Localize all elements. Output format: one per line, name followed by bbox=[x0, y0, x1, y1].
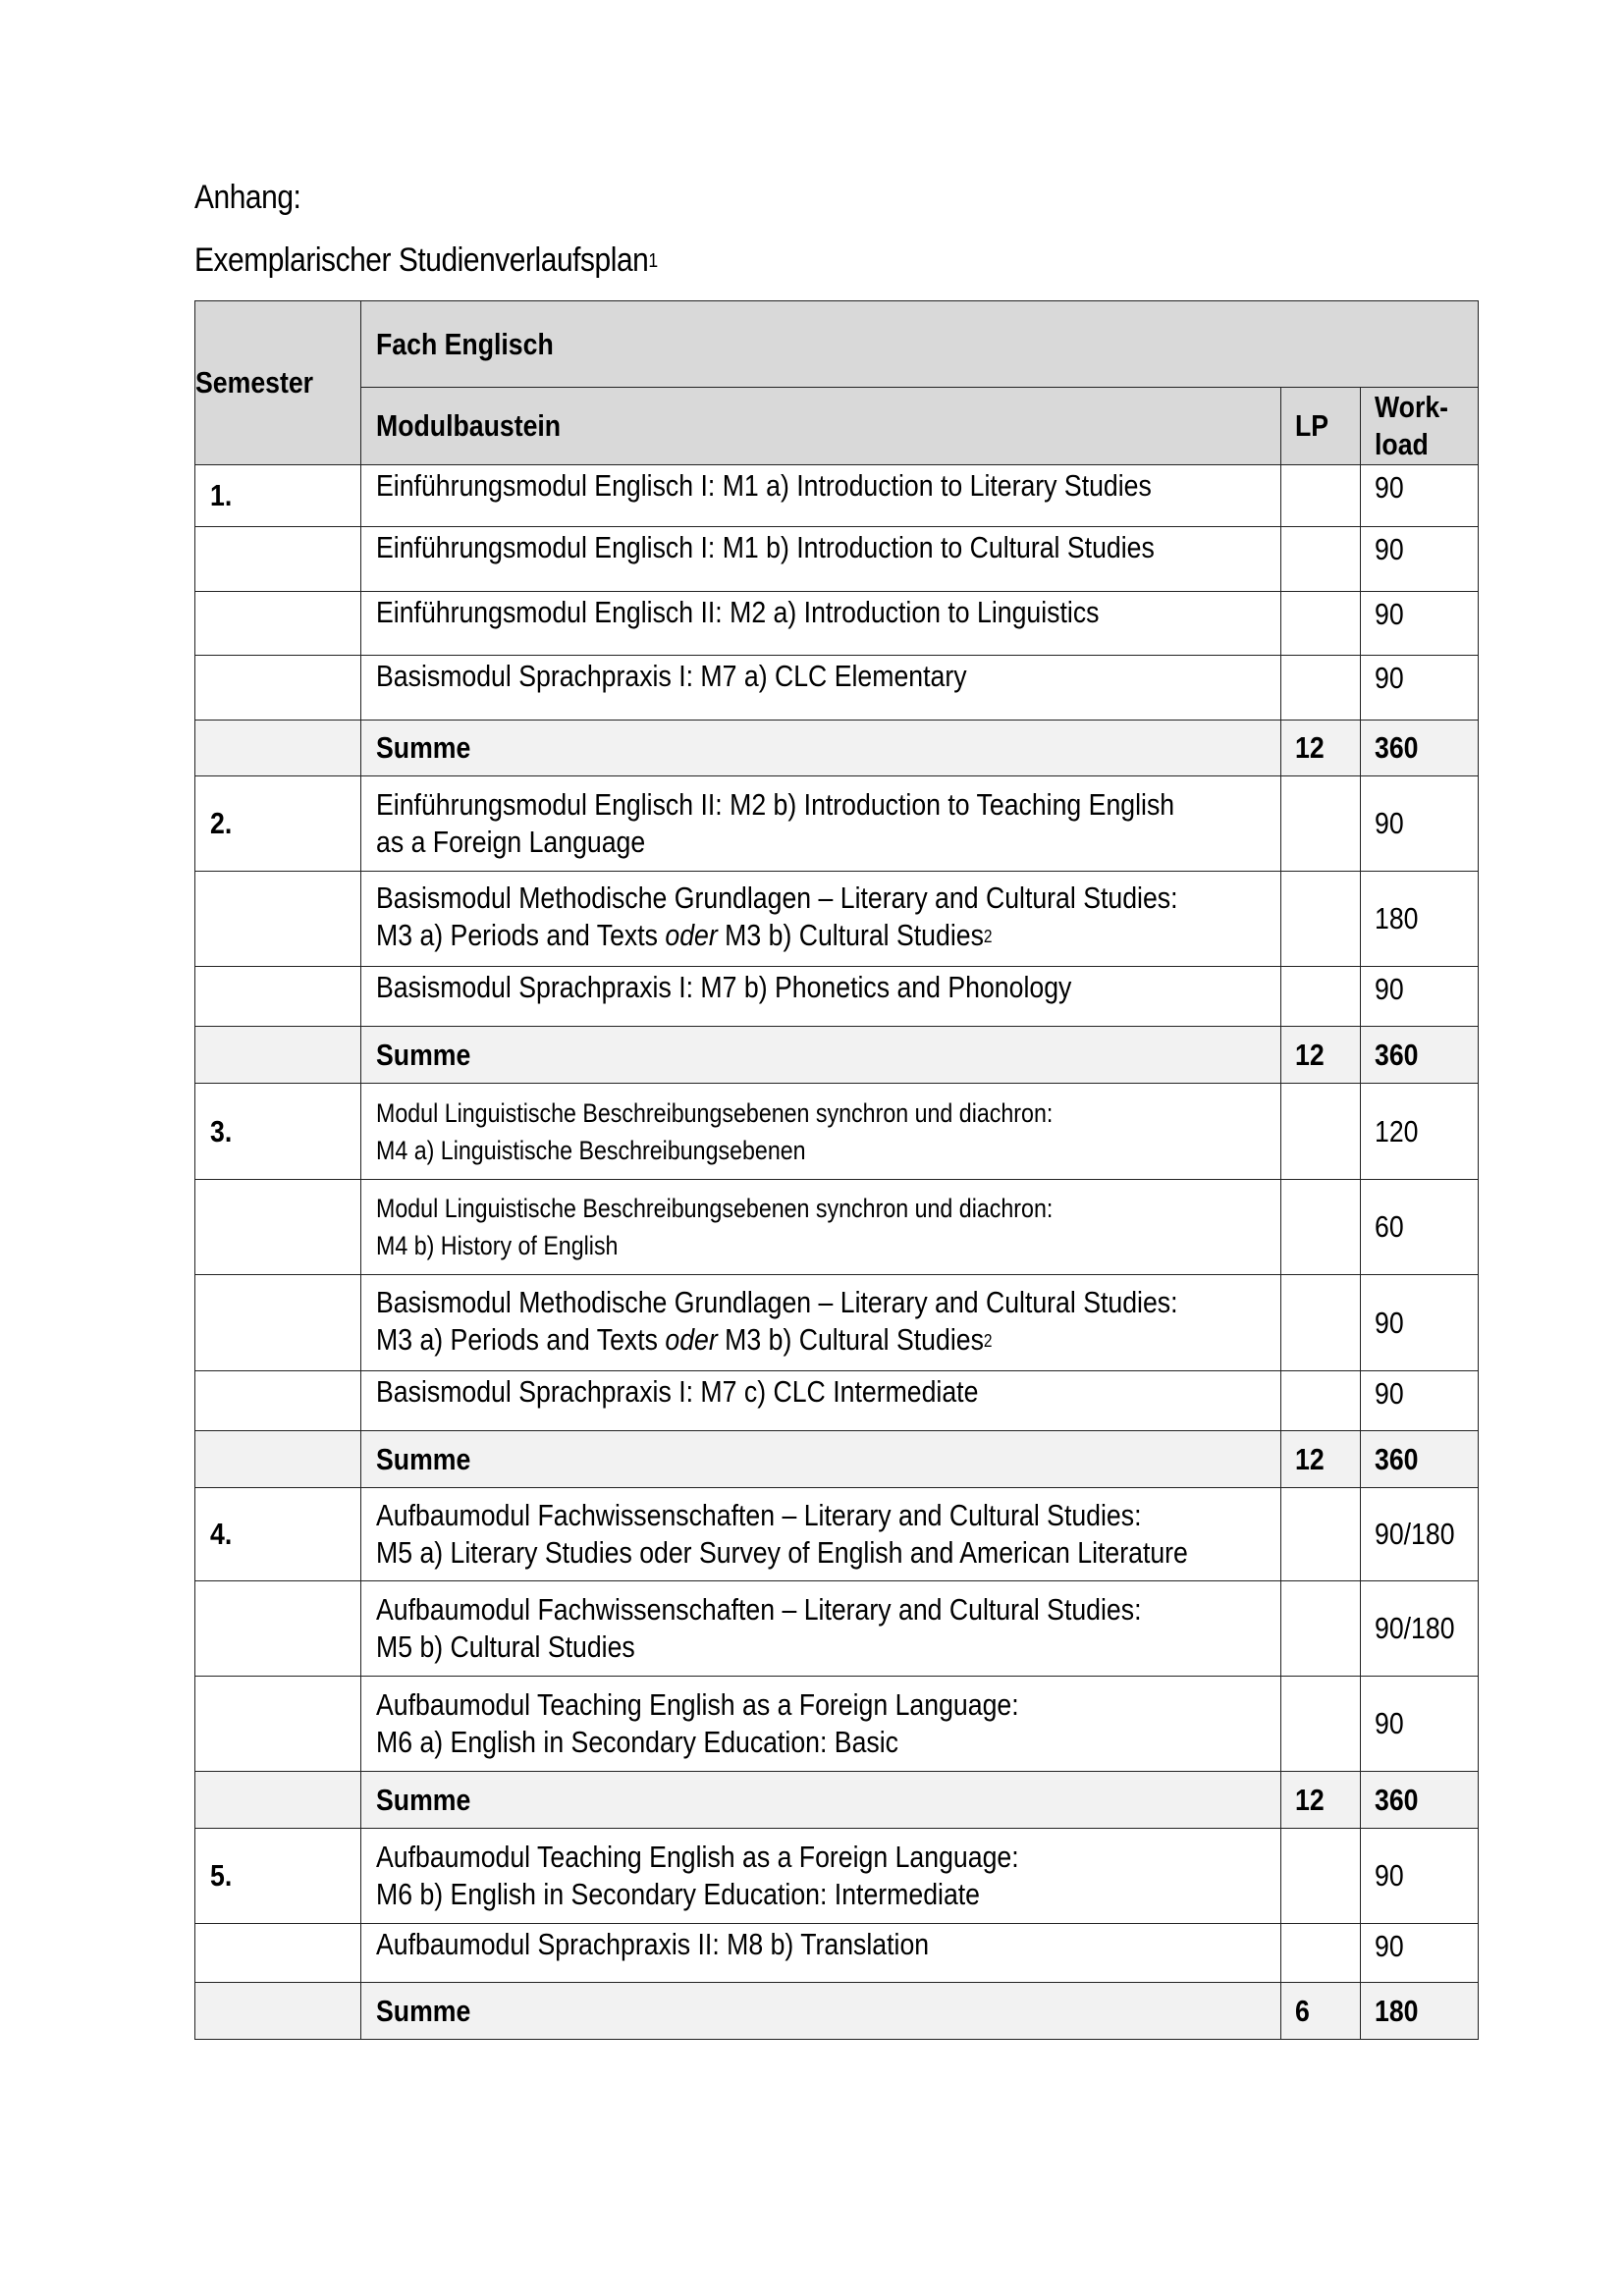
module-cell: Modul Linguistische Beschreibungsebenen synchron und diachron: M4 a) Linguistische Beschreibungsebenen bbox=[361, 1084, 1281, 1180]
semester-cell bbox=[195, 527, 361, 592]
semester-cell bbox=[195, 1772, 361, 1829]
lp-cell bbox=[1281, 1581, 1361, 1677]
workload-total: 360 bbox=[1361, 1772, 1479, 1829]
module-row bbox=[195, 1488, 1479, 1581]
lp-cell bbox=[1281, 465, 1361, 527]
lp-cell bbox=[1281, 1180, 1361, 1275]
semester-cell bbox=[195, 1581, 361, 1677]
module-cell: Aufbaumodul Sprachpraxis II: M8 b) Translation bbox=[361, 1924, 1281, 1983]
lp-header: LP bbox=[1281, 388, 1361, 465]
semester-cell: 2. bbox=[195, 776, 361, 872]
semester-cell bbox=[195, 1983, 361, 2040]
workload-cell: 90 bbox=[1361, 656, 1479, 721]
semester-cell bbox=[195, 1027, 361, 1084]
workload-total: 360 bbox=[1361, 1027, 1479, 1084]
module-cell: Basismodul Sprachpraxis I: M7 b) Phonetics and Phonology bbox=[361, 967, 1281, 1027]
lp-cell bbox=[1281, 656, 1361, 721]
workload-cell: 120 bbox=[1361, 1084, 1479, 1180]
semester-cell bbox=[195, 1180, 361, 1275]
lp-total: 12 bbox=[1281, 1772, 1361, 1829]
semester-cell bbox=[195, 1275, 361, 1371]
semester-cell bbox=[195, 1924, 361, 1983]
semester-cell: 5. bbox=[195, 1829, 361, 1924]
summe-label: Summe bbox=[361, 1027, 1281, 1084]
module-cell: Einführungsmodul Englisch I: M1 b) Introduction to Cultural Studies bbox=[361, 527, 1281, 592]
workload-total: 180 bbox=[1361, 1983, 1479, 2040]
workload-total: 360 bbox=[1361, 721, 1479, 776]
summe-label: Summe bbox=[361, 1431, 1281, 1488]
module-cell: Basismodul Methodische Grundlagen – Literary and Cultural Studies: M3 a) Periods and Texts oder M3 b) Cultural Studies$^2$ bbox=[361, 1275, 1281, 1371]
summe-row bbox=[195, 1027, 1479, 1084]
summe-row bbox=[195, 1983, 1479, 2040]
study-plan-body bbox=[195, 465, 1479, 2040]
semester-cell: 3. bbox=[195, 1084, 361, 1180]
workload-cell: 90 bbox=[1361, 592, 1479, 656]
lp-cell bbox=[1281, 1371, 1361, 1431]
module-row bbox=[195, 776, 1479, 872]
module-cell: Aufbaumodul Teaching English as a Foreign Language: M6 b) English in Secondary Education: Intermediate bbox=[361, 1829, 1281, 1924]
summe-row bbox=[195, 721, 1479, 776]
summe-row bbox=[195, 1772, 1479, 1829]
subject-header: Fach Englisch bbox=[361, 301, 1479, 388]
lp-cell bbox=[1281, 592, 1361, 656]
summe-label: Summe bbox=[361, 1983, 1281, 2040]
semester-cell bbox=[195, 1677, 361, 1772]
lp-cell bbox=[1281, 527, 1361, 592]
summe-label: Summe bbox=[361, 721, 1281, 776]
semester-cell bbox=[195, 721, 361, 776]
module-row bbox=[195, 1924, 1479, 1983]
lp-total: 12 bbox=[1281, 1027, 1361, 1084]
lp-cell bbox=[1281, 1275, 1361, 1371]
module-row bbox=[195, 656, 1479, 721]
lp-cell bbox=[1281, 872, 1361, 967]
workload-cell: 60 bbox=[1361, 1180, 1479, 1275]
footnote-marker: 1 bbox=[648, 250, 658, 272]
lp-cell bbox=[1281, 1084, 1361, 1180]
lp-cell bbox=[1281, 1677, 1361, 1772]
semester-cell bbox=[195, 592, 361, 656]
workload-cell: 90 bbox=[1361, 967, 1479, 1027]
module-header: Modulbaustein bbox=[361, 388, 1281, 465]
study-plan-heading bbox=[194, 241, 658, 280]
lp-cell bbox=[1281, 1488, 1361, 1581]
workload-cell: 90 bbox=[1361, 1924, 1479, 1983]
module-row bbox=[195, 967, 1479, 1027]
module-row bbox=[195, 872, 1479, 967]
module-row bbox=[195, 1829, 1479, 1924]
module-cell: Einführungsmodul Englisch II: M2 a) Introduction to Linguistics bbox=[361, 592, 1281, 656]
lp-cell bbox=[1281, 967, 1361, 1027]
module-cell: Einführungsmodul Englisch II: M2 b) Introduction to Teaching English as a Foreign Language bbox=[361, 776, 1281, 872]
lp-cell bbox=[1281, 1829, 1361, 1924]
workload-cell: 90/180 bbox=[1361, 1581, 1479, 1677]
workload-cell: 180 bbox=[1361, 872, 1479, 967]
workload-cell: 90 bbox=[1361, 1677, 1479, 1772]
summe-row bbox=[195, 1431, 1479, 1488]
workload-cell: 90 bbox=[1361, 465, 1479, 527]
module-row bbox=[195, 592, 1479, 656]
module-cell: Aufbaumodul Teaching English as a Foreign Language: M6 a) English in Secondary Education: Basic bbox=[361, 1677, 1281, 1772]
semester-header: Semester bbox=[195, 301, 361, 465]
module-cell: Basismodul Sprachpraxis I: M7 a) CLC Elementary bbox=[361, 656, 1281, 721]
module-cell: Basismodul Sprachpraxis I: M7 c) CLC Intermediate bbox=[361, 1371, 1281, 1431]
lp-total: 6 bbox=[1281, 1983, 1361, 2040]
module-row bbox=[195, 1677, 1479, 1772]
workload-cell: 90 bbox=[1361, 1829, 1479, 1924]
workload-cell: 90/180 bbox=[1361, 1488, 1479, 1581]
workload-cell: 90 bbox=[1361, 1371, 1479, 1431]
module-row bbox=[195, 527, 1479, 592]
study-plan-title: Exemplarischer Studienverlaufsplan bbox=[194, 241, 649, 279]
module-cell: Aufbaumodul Fachwissenschaften – Literary and Cultural Studies: M5 a) Literary Studies oder Survey of English and American Literature bbox=[361, 1488, 1281, 1581]
module-row bbox=[195, 1371, 1479, 1431]
semester-cell: 4. bbox=[195, 1488, 361, 1581]
module-row bbox=[195, 1581, 1479, 1677]
semester-cell bbox=[195, 967, 361, 1027]
module-row bbox=[195, 1180, 1479, 1275]
module-row bbox=[195, 465, 1479, 527]
workload-cell: 90 bbox=[1361, 527, 1479, 592]
module-cell: Einführungsmodul Englisch I: M1 a) Introduction to Literary Studies bbox=[361, 465, 1281, 527]
semester-cell bbox=[195, 656, 361, 721]
lp-total: 12 bbox=[1281, 1431, 1361, 1488]
workload-cell: 90 bbox=[1361, 1275, 1479, 1371]
workload-total: 360 bbox=[1361, 1431, 1479, 1488]
semester-cell bbox=[195, 1431, 361, 1488]
module-cell: Modul Linguistische Beschreibungsebenen synchron und diachron: M4 b) History of English bbox=[361, 1180, 1281, 1275]
semester-cell: 1. bbox=[195, 465, 361, 527]
workload-cell: 90 bbox=[1361, 776, 1479, 872]
lp-cell bbox=[1281, 776, 1361, 872]
study-plan-table bbox=[194, 300, 1479, 2040]
lp-cell bbox=[1281, 1924, 1361, 1983]
module-row bbox=[195, 1275, 1479, 1371]
summe-label: Summe bbox=[361, 1772, 1281, 1829]
lp-total: 12 bbox=[1281, 721, 1361, 776]
module-row bbox=[195, 1084, 1479, 1180]
module-cell: Basismodul Methodische Grundlagen – Literary and Cultural Studies: M3 a) Periods and Texts oder M3 b) Cultural Studies$^2$ bbox=[361, 872, 1281, 967]
workload-header: Work- load bbox=[1361, 388, 1479, 465]
appendix-heading: Anhang: bbox=[194, 179, 301, 216]
semester-cell bbox=[195, 872, 361, 967]
semester-cell bbox=[195, 1371, 361, 1431]
module-cell: Aufbaumodul Fachwissenschaften – Literary and Cultural Studies: M5 b) Cultural Studies bbox=[361, 1581, 1281, 1677]
